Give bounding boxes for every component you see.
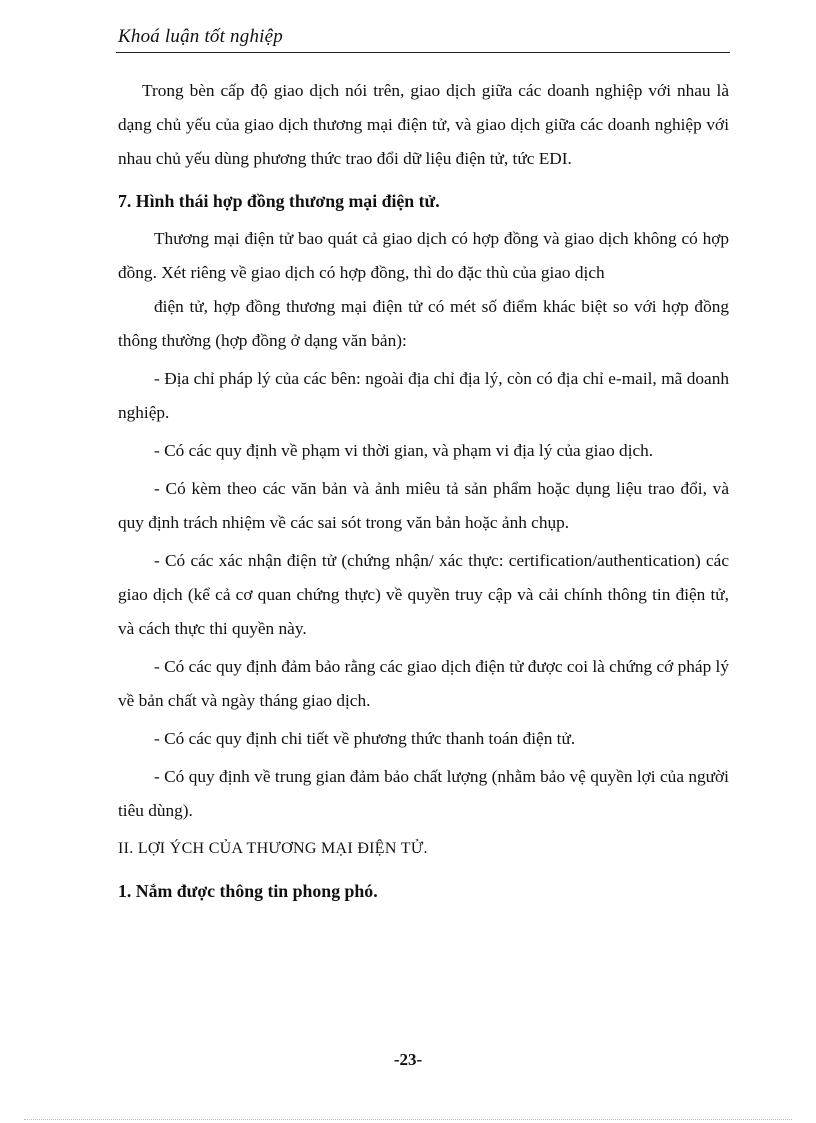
heading-section-7: 7. Hình thái hợp đồng thương mại điện tử.: [118, 191, 440, 211]
bullet-certification: - Có các xác nhận điện tử (chứng nhận/ xác thực: certification/authentication) các giao dịch (kể cả cơ quan chứng thực) về quyền truy cập và cải chính thông tin điện tử, và cách thực thi quyền này.: [118, 551, 729, 638]
bullet-attachments: - Có kèm theo các văn bản và ảnh miêu tả sản phẩm hoặc dụng liệu trao đổi, và quy định trách nhiệm về các sai sót trong văn bản hoặc ảnh chụp.: [118, 479, 729, 532]
paragraph-transaction-levels: Trong bèn cấp độ giao dịch nói trên, giao dịch giữa các doanh nghiệp với nhau là dạng chủ yếu của giao dịch thương mại điện tử, và giao dịch giữa các doanh nghiệp với nhau chủ yếu dùng phương thức trao đổi dữ liệu điện tử, tức EDI.: [118, 81, 729, 168]
bullet-legal-evidence: - Có các quy định đảm bảo rằng các giao dịch điện tử được coi là chứng cớ pháp lý về bản chất và ngày tháng giao dịch.: [118, 657, 729, 710]
heading-subsection-1: 1. Nắm được thông tin phong phó.: [118, 881, 378, 901]
paragraph-contract-scope: Thương mại điện tử bao quát cả giao dịch có hợp đồng và giao dịch không có hợp đồng. Xét riêng về giao dịch có hợp đồng, thì do đặc thù của giao dịch: [118, 229, 729, 282]
running-header: Khoá luận tốt nghiệp: [118, 26, 283, 47]
bullet-legal-address: - Địa chỉ pháp lý của các bên: ngoài địa chỉ địa lý, còn có địa chỉ e-mail, mã doanh nghiệp.: [118, 369, 729, 422]
page-number: -23-: [393, 1050, 423, 1069]
bullet-time-scope: - Có các quy định về phạm vi thời gian, và phạm vi địa lý của giao dịch.: [154, 441, 654, 460]
paragraph-contract-differences: điện tử, hợp đồng thương mại điện tử có mét số điểm khác biệt so với hợp đồng thông thường (hợp đồng ở dạng văn bản):: [118, 297, 729, 350]
section-heading-2: II. LỢI ÝCH CỦA THƯƠNG MẠI ĐIỆN TỬ.: [118, 840, 428, 857]
bullet-quality-intermediary: - Có quy định về trung gian đảm bảo chất lượng (nhằm bảo vệ quyền lợi của người tiêu dùng).: [118, 767, 729, 820]
bullet-payment: - Có các quy định chi tiết về phương thức thanh toán điện tử.: [154, 729, 576, 748]
document-body: [118, 74, 729, 908]
page-bottom-border: [24, 1119, 792, 1120]
header-rule: [116, 52, 730, 53]
